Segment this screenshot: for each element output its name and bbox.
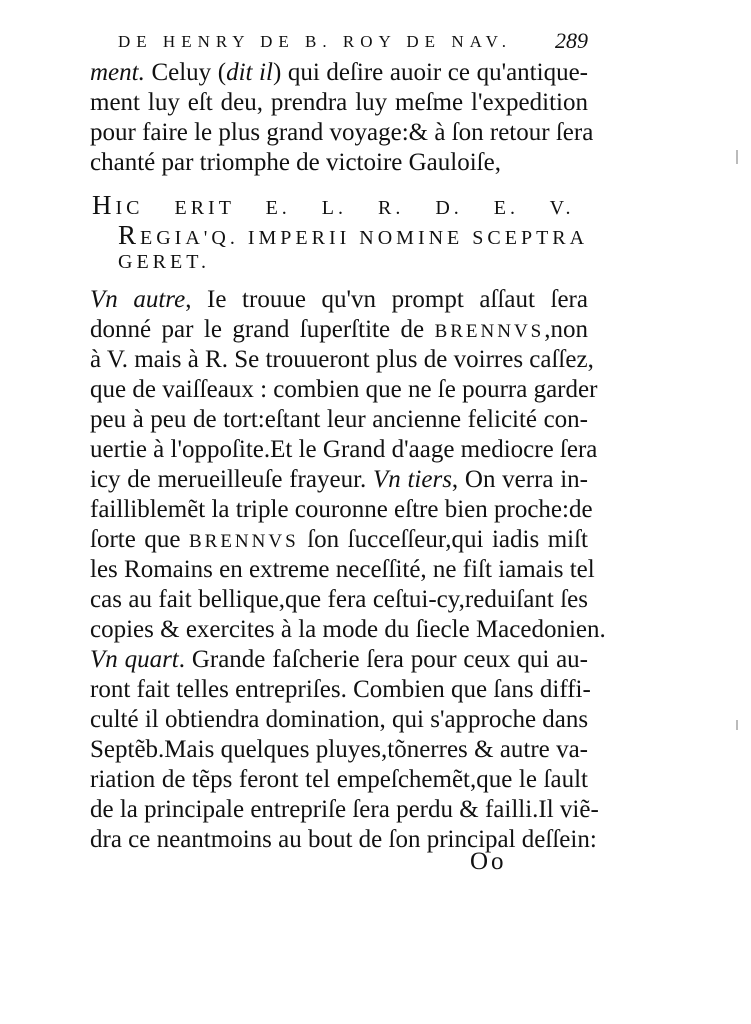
text-line: ment luy eſt deu, prendra luy meſme l'expedition: [90, 89, 588, 116]
text-line: cas au fait bellique,que fera ceſtui-cy,reduiſant ſes: [90, 586, 588, 613]
text-line: riation de tẽps feront tel empeſchemẽt,que le ſault: [90, 766, 588, 793]
page-edge-mark: [736, 720, 738, 730]
text-line: que de vaiſſeaux : combien que ne ſe pourra garder: [90, 376, 598, 403]
text-line: Vn quart. Grande faſcherie ſera pour ceux qui au-: [90, 646, 588, 673]
text-line: à V. mais à R. Se trouueront plus de voirres caſſez,: [90, 346, 594, 373]
text-line: chanté par triomphe de victoire Gauloiſe,: [90, 149, 501, 176]
text-line: peu à peu de tort:eſtant leur ancienne felicité con-: [90, 406, 588, 433]
small-caps-name: BRENNVS: [434, 321, 545, 342]
text-line: donné par le grand ſuperſtite de BRENNVS,non: [90, 316, 588, 343]
catchword: Oo: [470, 848, 507, 875]
text-line: culté il obtiendra domination, qui s'approche dans: [90, 706, 589, 733]
verse-line: GERET.: [118, 251, 210, 273]
text-line: icy de merueilleuſe frayeur. Vn tiers, On verra in-: [90, 466, 588, 493]
text-line: ſorte que BRENNVS ſon ſucceſſeur,qui iadis miſt: [90, 526, 588, 553]
running-head: [118, 28, 588, 54]
page-edge-mark: [736, 150, 738, 164]
text-line: ment. Celuy (dit il) qui deſire auoir ce qu'antique-: [90, 59, 588, 86]
text-line: failliblemẽt la triple couronne eſtre bien proche:de: [90, 496, 593, 523]
verse-line: HIC ERIT E. L. R. D. E. V.: [92, 190, 575, 220]
text-line: Septẽb.Mais quelques pluyes,tõnerres & autre va-: [90, 736, 588, 763]
text-line: les Romains en extreme neceſſité, ne fiſt iamais tel: [90, 556, 595, 583]
text-line: ront fait telles entrepriſes. Combien que ſans diffi-: [90, 676, 591, 703]
verse-line: REGIA'Q. IMPERII NOMINE SCEPTRA: [118, 220, 589, 250]
text-line: copies & exercites à la mode du ſiecle Macedonien.: [90, 616, 606, 643]
page-number: 289: [555, 28, 588, 53]
small-caps-name: BRENNVS: [188, 531, 299, 552]
running-title: DE HENRY DE B. ROY DE NAV.: [118, 32, 513, 51]
text-line: dra ce neantmoins au bout de ſon principal deſſein:: [90, 826, 597, 853]
text-line: de la principale entrepriſe ſera perdu & failli.Il viẽ-: [90, 796, 599, 823]
text-line: Vn autre, Ie trouue qu'vn prompt aſſaut ſera: [90, 286, 588, 313]
text-line: uertie à l'oppoſite.Et le Grand d'aage mediocre ſera: [90, 436, 598, 463]
text-line: pour faire le plus grand voyage:& à ſon retour ſera: [90, 119, 594, 146]
